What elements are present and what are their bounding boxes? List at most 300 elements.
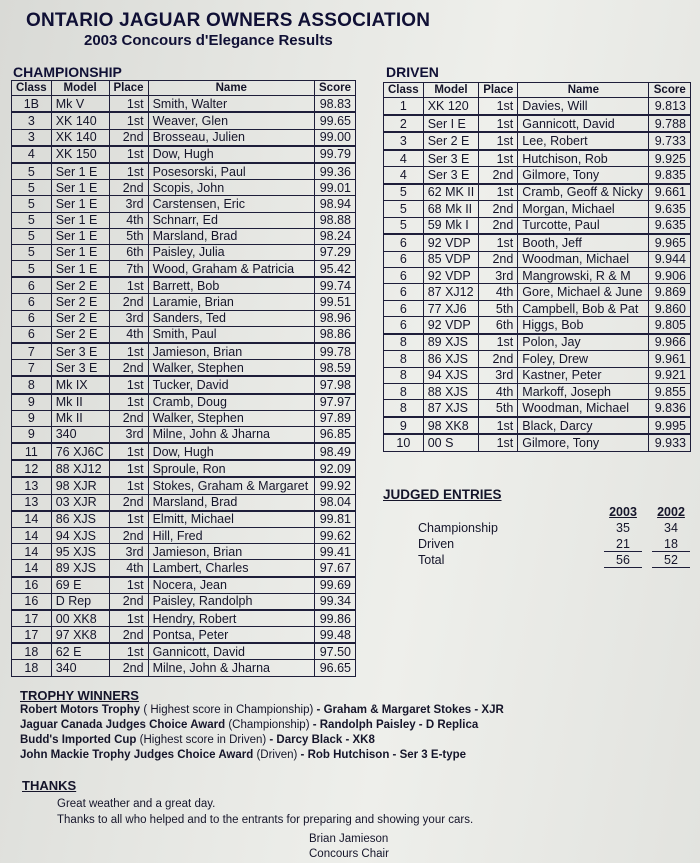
cell-class: 10 [384, 434, 424, 451]
table-row [384, 384, 691, 400]
cell-model: 89 XJS [423, 334, 479, 351]
table-row [12, 643, 356, 660]
cell-name: Jamieson, Brian [148, 544, 314, 560]
cell-name: Carstensen, Eric [148, 196, 314, 212]
cell-score: 9.805 [649, 317, 691, 334]
cell-class: 4 [384, 150, 424, 167]
table-row [12, 163, 356, 180]
cell-score: 99.41 [315, 544, 356, 560]
cell-model: Mk II [51, 394, 109, 411]
signature-name: Brian Jamieson [309, 833, 389, 845]
cell-score: 99.36 [315, 163, 356, 180]
cell-place: 1st [479, 334, 518, 351]
cell-name: Black, Darcy [518, 417, 649, 435]
table-row [12, 244, 356, 260]
cell-model: 77 XJ6 [423, 300, 479, 316]
cell-score: 9.635 [649, 201, 691, 217]
cell-class: 14 [12, 511, 52, 528]
table-row [384, 167, 691, 184]
table-row [12, 277, 356, 294]
cell-name: Scopis, John [148, 180, 314, 196]
cell-place: 1st [479, 150, 518, 167]
cell-class: 3 [12, 129, 52, 146]
table-row [12, 376, 356, 393]
cell-name: Hill, Fred [148, 528, 314, 544]
column-header-name: Name [518, 83, 649, 98]
cell-class: 6 [384, 267, 424, 283]
cell-model: 92 VDP [423, 234, 479, 251]
cell-model: 94 XJS [423, 367, 479, 383]
cell-score: 99.48 [315, 627, 356, 644]
cell-place: 1st [479, 115, 518, 133]
cell-class: 13 [12, 494, 52, 511]
cell-name: Foley, Drew [518, 351, 649, 367]
cell-class: 8 [384, 384, 424, 400]
cell-name: Milne, John & Jharna [148, 426, 314, 443]
table-row [384, 300, 691, 316]
cell-score: 9.906 [649, 267, 691, 283]
driven-table [383, 82, 691, 452]
cell-class: 16 [12, 593, 52, 610]
cell-place: 2nd [109, 660, 148, 677]
cell-score: 99.51 [315, 294, 356, 310]
column-header-class: Class [12, 81, 52, 96]
cell-model: 87 XJS [423, 400, 479, 417]
award-criteria: (Driven) [253, 749, 298, 761]
cell-score: 98.88 [315, 212, 356, 228]
cell-score: 99.81 [315, 511, 356, 528]
table-row [12, 443, 356, 460]
column-header-score: Score [649, 83, 691, 98]
cell-class: 6 [12, 310, 52, 326]
award-criteria: (Championship) [225, 719, 310, 731]
cell-score: 9.961 [649, 351, 691, 367]
cell-name: Pontsa, Peter [148, 627, 314, 644]
cell-name: Gore, Michael & June [518, 284, 649, 300]
thanks-heading: THANKS [22, 778, 77, 793]
cell-model: 03 XJR [51, 494, 109, 511]
table-row [12, 196, 356, 212]
table-row [12, 310, 356, 326]
table-row [384, 400, 691, 417]
cell-score: 99.62 [315, 528, 356, 544]
cell-score: 99.01 [315, 180, 356, 196]
award-name: John Mackie Trophy Judges Choice Award [20, 749, 254, 761]
cell-score: 98.86 [315, 326, 356, 343]
cell-class: 11 [12, 443, 52, 460]
trophy-item [20, 703, 504, 718]
award-name: Robert Motors Trophy [20, 704, 141, 716]
cell-score: 99.86 [315, 610, 356, 627]
table-row [12, 494, 356, 511]
cell-score: 9.944 [649, 251, 691, 267]
cell-class: 5 [12, 180, 52, 196]
table-row [384, 150, 691, 167]
cell-name: Turcotte, Paul [518, 217, 649, 234]
cell-model: D Rep [51, 593, 109, 610]
driven-heading: DRIVEN [386, 64, 439, 80]
cell-model: Ser 3 E [423, 150, 479, 167]
award-winner: - Rob Hutchison - Ser 3 E-type [297, 749, 467, 761]
cell-place: 3rd [109, 310, 148, 326]
cell-score: 9.855 [649, 384, 691, 400]
cell-score: 99.79 [315, 146, 356, 163]
cell-model: 89 XJS [51, 560, 109, 577]
cell-place: 1st [109, 376, 148, 393]
table-header-row [12, 81, 356, 96]
cell-model: Ser 1 E [51, 261, 109, 278]
cell-name: Mangrowski, R & M [518, 267, 649, 283]
trophy-item [20, 748, 504, 763]
cell-score: 9.661 [649, 184, 691, 201]
table-row [384, 434, 691, 451]
cell-score: 92.09 [315, 460, 356, 477]
award-name: Budd's Imported Cup [20, 734, 137, 746]
cell-model: 00 XK8 [51, 610, 109, 627]
cell-model: Ser 1 E [51, 244, 109, 260]
thanks-message [57, 796, 473, 828]
table-row [12, 343, 356, 360]
cell-name: Gilmore, Tony [518, 434, 649, 451]
cell-name: Davies, Will [518, 98, 649, 115]
table-header-row [384, 83, 691, 98]
cell-class: 8 [384, 400, 424, 417]
table-row [12, 261, 356, 278]
cell-place: 1st [109, 277, 148, 294]
cell-class: 5 [12, 212, 52, 228]
thanks-line: Great weather and a great day. [57, 798, 216, 810]
cell-model: 92 VDP [423, 267, 479, 283]
cell-class: 6 [384, 300, 424, 316]
table-row [12, 410, 356, 426]
cell-name: Tucker, David [148, 376, 314, 393]
cell-score: 99.69 [315, 577, 356, 594]
cell-model: Ser 1 E [51, 212, 109, 228]
cell-score: 98.24 [315, 228, 356, 244]
cell-place: 5th [479, 400, 518, 417]
table-row [12, 627, 356, 644]
cell-class: 2 [384, 115, 424, 133]
cell-score: 9.788 [649, 115, 691, 133]
cell-class: 17 [12, 627, 52, 644]
championship-rows [12, 96, 356, 677]
cell-score: 99.74 [315, 277, 356, 294]
cell-place: 2nd [109, 294, 148, 310]
cell-score: 9.966 [649, 334, 691, 351]
cell-class: 13 [12, 477, 52, 494]
cell-score: 9.869 [649, 284, 691, 300]
judged-value-2003: 35 [616, 521, 630, 535]
cell-class: 18 [12, 643, 52, 660]
cell-score: 98.04 [315, 494, 356, 511]
cell-class: 1B [12, 96, 52, 113]
cell-place: 1st [109, 643, 148, 660]
cell-score: 9.733 [649, 132, 691, 150]
cell-class: 6 [12, 326, 52, 343]
column-header-class: Class [384, 83, 424, 98]
cell-model: Ser 1 E [51, 228, 109, 244]
cell-model: 340 [51, 426, 109, 443]
cell-name: Walker, Stephen [148, 410, 314, 426]
table-row [384, 184, 691, 201]
cell-name: Marsland, Brad [148, 494, 314, 511]
cell-score: 98.83 [315, 96, 356, 113]
cell-name: Gannicott, David [518, 115, 649, 133]
judged-value-2003: 21 [604, 537, 642, 552]
table-row [12, 460, 356, 477]
table-row [384, 98, 691, 115]
cell-name: Sproule, Ron [148, 460, 314, 477]
cell-model: XK 140 [51, 129, 109, 146]
cell-model: 98 XJR [51, 477, 109, 494]
cell-score: 98.96 [315, 310, 356, 326]
cell-place: 7th [109, 261, 148, 278]
cell-class: 17 [12, 610, 52, 627]
cell-place: 3rd [109, 544, 148, 560]
cell-score: 99.65 [315, 112, 356, 129]
judged-row-label: Driven [418, 537, 455, 551]
judged-value-2003: 56 [604, 553, 642, 568]
table-row [384, 234, 691, 251]
cell-class: 6 [384, 284, 424, 300]
cell-score: 97.97 [315, 394, 356, 411]
table-row [12, 610, 356, 627]
award-criteria: (Highest score in Driven) [136, 734, 267, 746]
cell-score: 9.860 [649, 300, 691, 316]
cell-name: Jamieson, Brian [148, 343, 314, 360]
cell-model: Mk II [51, 410, 109, 426]
cell-place: 2nd [479, 217, 518, 234]
table-row [12, 560, 356, 577]
cell-name: Hutchison, Rob [518, 150, 649, 167]
cell-name: Woodman, Michael [518, 251, 649, 267]
cell-model: XK 120 [423, 98, 479, 115]
cell-score: 99.34 [315, 593, 356, 610]
cell-place: 3rd [109, 196, 148, 212]
cell-name: Smith, Walter [148, 96, 314, 113]
cell-class: 9 [12, 394, 52, 411]
cell-place: 6th [479, 317, 518, 334]
cell-class: 5 [12, 261, 52, 278]
cell-place: 6th [109, 244, 148, 260]
cell-place: 2nd [109, 360, 148, 377]
cell-model: 69 E [51, 577, 109, 594]
cell-model: Ser 2 E [51, 326, 109, 343]
cell-model: 87 XJ12 [423, 284, 479, 300]
cell-model: 59 Mk I [423, 217, 479, 234]
cell-score: 99.92 [315, 477, 356, 494]
cell-name: Stokes, Graham & Margaret [148, 477, 314, 494]
judged-entries-heading: JUDGED ENTRIES [383, 487, 502, 502]
cell-name: Marsland, Brad [148, 228, 314, 244]
table-row [384, 284, 691, 300]
cell-score: 96.85 [315, 426, 356, 443]
cell-model: Mk V [51, 96, 109, 113]
table-row [384, 267, 691, 283]
cell-model: Ser 3 E [51, 343, 109, 360]
table-row [12, 129, 356, 146]
award-winner: - Graham & Margaret Stokes - XJR [316, 704, 504, 716]
cell-score: 99.78 [315, 343, 356, 360]
cell-place: 3rd [109, 426, 148, 443]
cell-class: 9 [12, 426, 52, 443]
cell-name: Nocera, Jean [148, 577, 314, 594]
cell-name: Paisley, Julia [148, 244, 314, 260]
cell-model: 86 XJS [423, 351, 479, 367]
cell-place: 4th [479, 284, 518, 300]
table-row [12, 577, 356, 594]
cell-place: 1st [109, 443, 148, 460]
table-row [12, 394, 356, 411]
cell-name: Campbell, Bob & Pat [518, 300, 649, 316]
cell-class: 6 [12, 277, 52, 294]
cell-name: Hendry, Robert [148, 610, 314, 627]
cell-place: 1st [479, 132, 518, 150]
award-winner: - Randolph Paisley - D Replica [309, 719, 479, 731]
cell-model: 76 XJ6C [51, 443, 109, 460]
table-row [384, 417, 691, 435]
cell-class: 8 [384, 351, 424, 367]
cell-model: 97 XK8 [51, 627, 109, 644]
cell-name: Markoff, Joseph [518, 384, 649, 400]
cell-class: 6 [384, 251, 424, 267]
cell-score: 98.49 [315, 443, 356, 460]
cell-name: Lee, Robert [518, 132, 649, 150]
table-row [12, 511, 356, 528]
cell-score: 99.00 [315, 129, 356, 146]
table-row [12, 528, 356, 544]
cell-place: 1st [109, 577, 148, 594]
cell-class: 5 [384, 201, 424, 217]
cell-model: 98 XK8 [423, 417, 479, 435]
cell-name: Dow, Hugh [148, 443, 314, 460]
cell-class: 3 [12, 112, 52, 129]
cell-model: Ser 2 E [51, 277, 109, 294]
cell-place: 5th [479, 300, 518, 316]
championship-table [11, 80, 356, 677]
cell-class: 14 [12, 560, 52, 577]
table-row [12, 96, 356, 113]
cell-name: Gilmore, Tony [518, 167, 649, 184]
cell-score: 98.94 [315, 196, 356, 212]
cell-model: XK 150 [51, 146, 109, 163]
cell-place: 2nd [109, 528, 148, 544]
cell-class: 16 [12, 577, 52, 594]
cell-class: 8 [384, 367, 424, 383]
cell-place: 1st [109, 146, 148, 163]
cell-name: Wood, Graham & Patricia [148, 261, 314, 278]
cell-class: 5 [384, 217, 424, 234]
cell-place: 5th [109, 228, 148, 244]
cell-class: 5 [12, 244, 52, 260]
cell-name: Walker, Stephen [148, 360, 314, 377]
cell-place: 1st [109, 163, 148, 180]
cell-place: 1st [109, 610, 148, 627]
trophy-item [20, 718, 504, 733]
cell-name: Laramie, Brian [148, 294, 314, 310]
cell-class: 5 [12, 196, 52, 212]
cell-place: 1st [109, 112, 148, 129]
cell-class: 6 [384, 234, 424, 251]
cell-place: 1st [109, 96, 148, 113]
cell-score: 9.965 [649, 234, 691, 251]
cell-class: 8 [12, 376, 52, 393]
column-header-place: Place [109, 81, 148, 96]
column-header-name: Name [148, 81, 314, 96]
table-row [12, 112, 356, 129]
table-row [12, 477, 356, 494]
cell-name: Kastner, Peter [518, 367, 649, 383]
cell-class: 3 [384, 132, 424, 150]
cell-name: Barrett, Bob [148, 277, 314, 294]
results-subtitle: 2003 Concours d'Elegance Results [84, 32, 333, 49]
cell-score: 9.933 [649, 434, 691, 451]
cell-model: Ser 1 E [51, 196, 109, 212]
trophy-winners-list [20, 703, 504, 763]
cell-name: Higgs, Bob [518, 317, 649, 334]
table-row [384, 217, 691, 234]
cell-place: 4th [109, 212, 148, 228]
cell-name: Gannicott, David [148, 643, 314, 660]
cell-model: 88 XJS [423, 384, 479, 400]
cell-place: 2nd [109, 180, 148, 196]
cell-name: Sanders, Ted [148, 310, 314, 326]
table-row [384, 251, 691, 267]
cell-place: 4th [109, 560, 148, 577]
cell-name: Milne, John & Jharna [148, 660, 314, 677]
cell-model: 85 VDP [423, 251, 479, 267]
award-name: Jaguar Canada Judges Choice Award [20, 719, 226, 731]
cell-name: Schnarr, Ed [148, 212, 314, 228]
cell-score: 97.98 [315, 376, 356, 393]
thanks-line: Thanks to all who helped and to the entrants for preparing and showing your cars. [57, 814, 474, 826]
cell-place: 2nd [479, 251, 518, 267]
cell-name: Cramb, Geoff & Nicky [518, 184, 649, 201]
cell-class: 5 [384, 184, 424, 201]
cell-class: 7 [12, 360, 52, 377]
cell-model: 68 Mk II [423, 201, 479, 217]
award-criteria: ( Highest score in Championship) [140, 704, 317, 716]
cell-name: Elmitt, Michael [148, 511, 314, 528]
cell-place: 1st [109, 343, 148, 360]
cell-class: 18 [12, 660, 52, 677]
cell-model: Ser I E [423, 115, 479, 133]
table-row [12, 294, 356, 310]
table-row [384, 334, 691, 351]
cell-place: 2nd [109, 129, 148, 146]
cell-place: 1st [479, 417, 518, 435]
cell-class: 14 [12, 528, 52, 544]
cell-name: Brosseau, Julien [148, 129, 314, 146]
cell-name: Dow, Hugh [148, 146, 314, 163]
judged-value-2002: 18 [652, 537, 690, 552]
cell-name: Weaver, Glen [148, 112, 314, 129]
cell-score: 97.50 [315, 643, 356, 660]
cell-place: 2nd [109, 494, 148, 511]
cell-class: 9 [384, 417, 424, 435]
cell-name: Lambert, Charles [148, 560, 314, 577]
driven-rows [384, 98, 691, 452]
trophy-item [20, 733, 504, 748]
cell-place: 2nd [109, 593, 148, 610]
cell-score: 9.995 [649, 417, 691, 435]
cell-model: XK 140 [51, 112, 109, 129]
table-row [12, 180, 356, 196]
cell-model: Ser 2 E [423, 132, 479, 150]
cell-place: 1st [109, 394, 148, 411]
cell-model: 62 E [51, 643, 109, 660]
table-row [12, 593, 356, 610]
